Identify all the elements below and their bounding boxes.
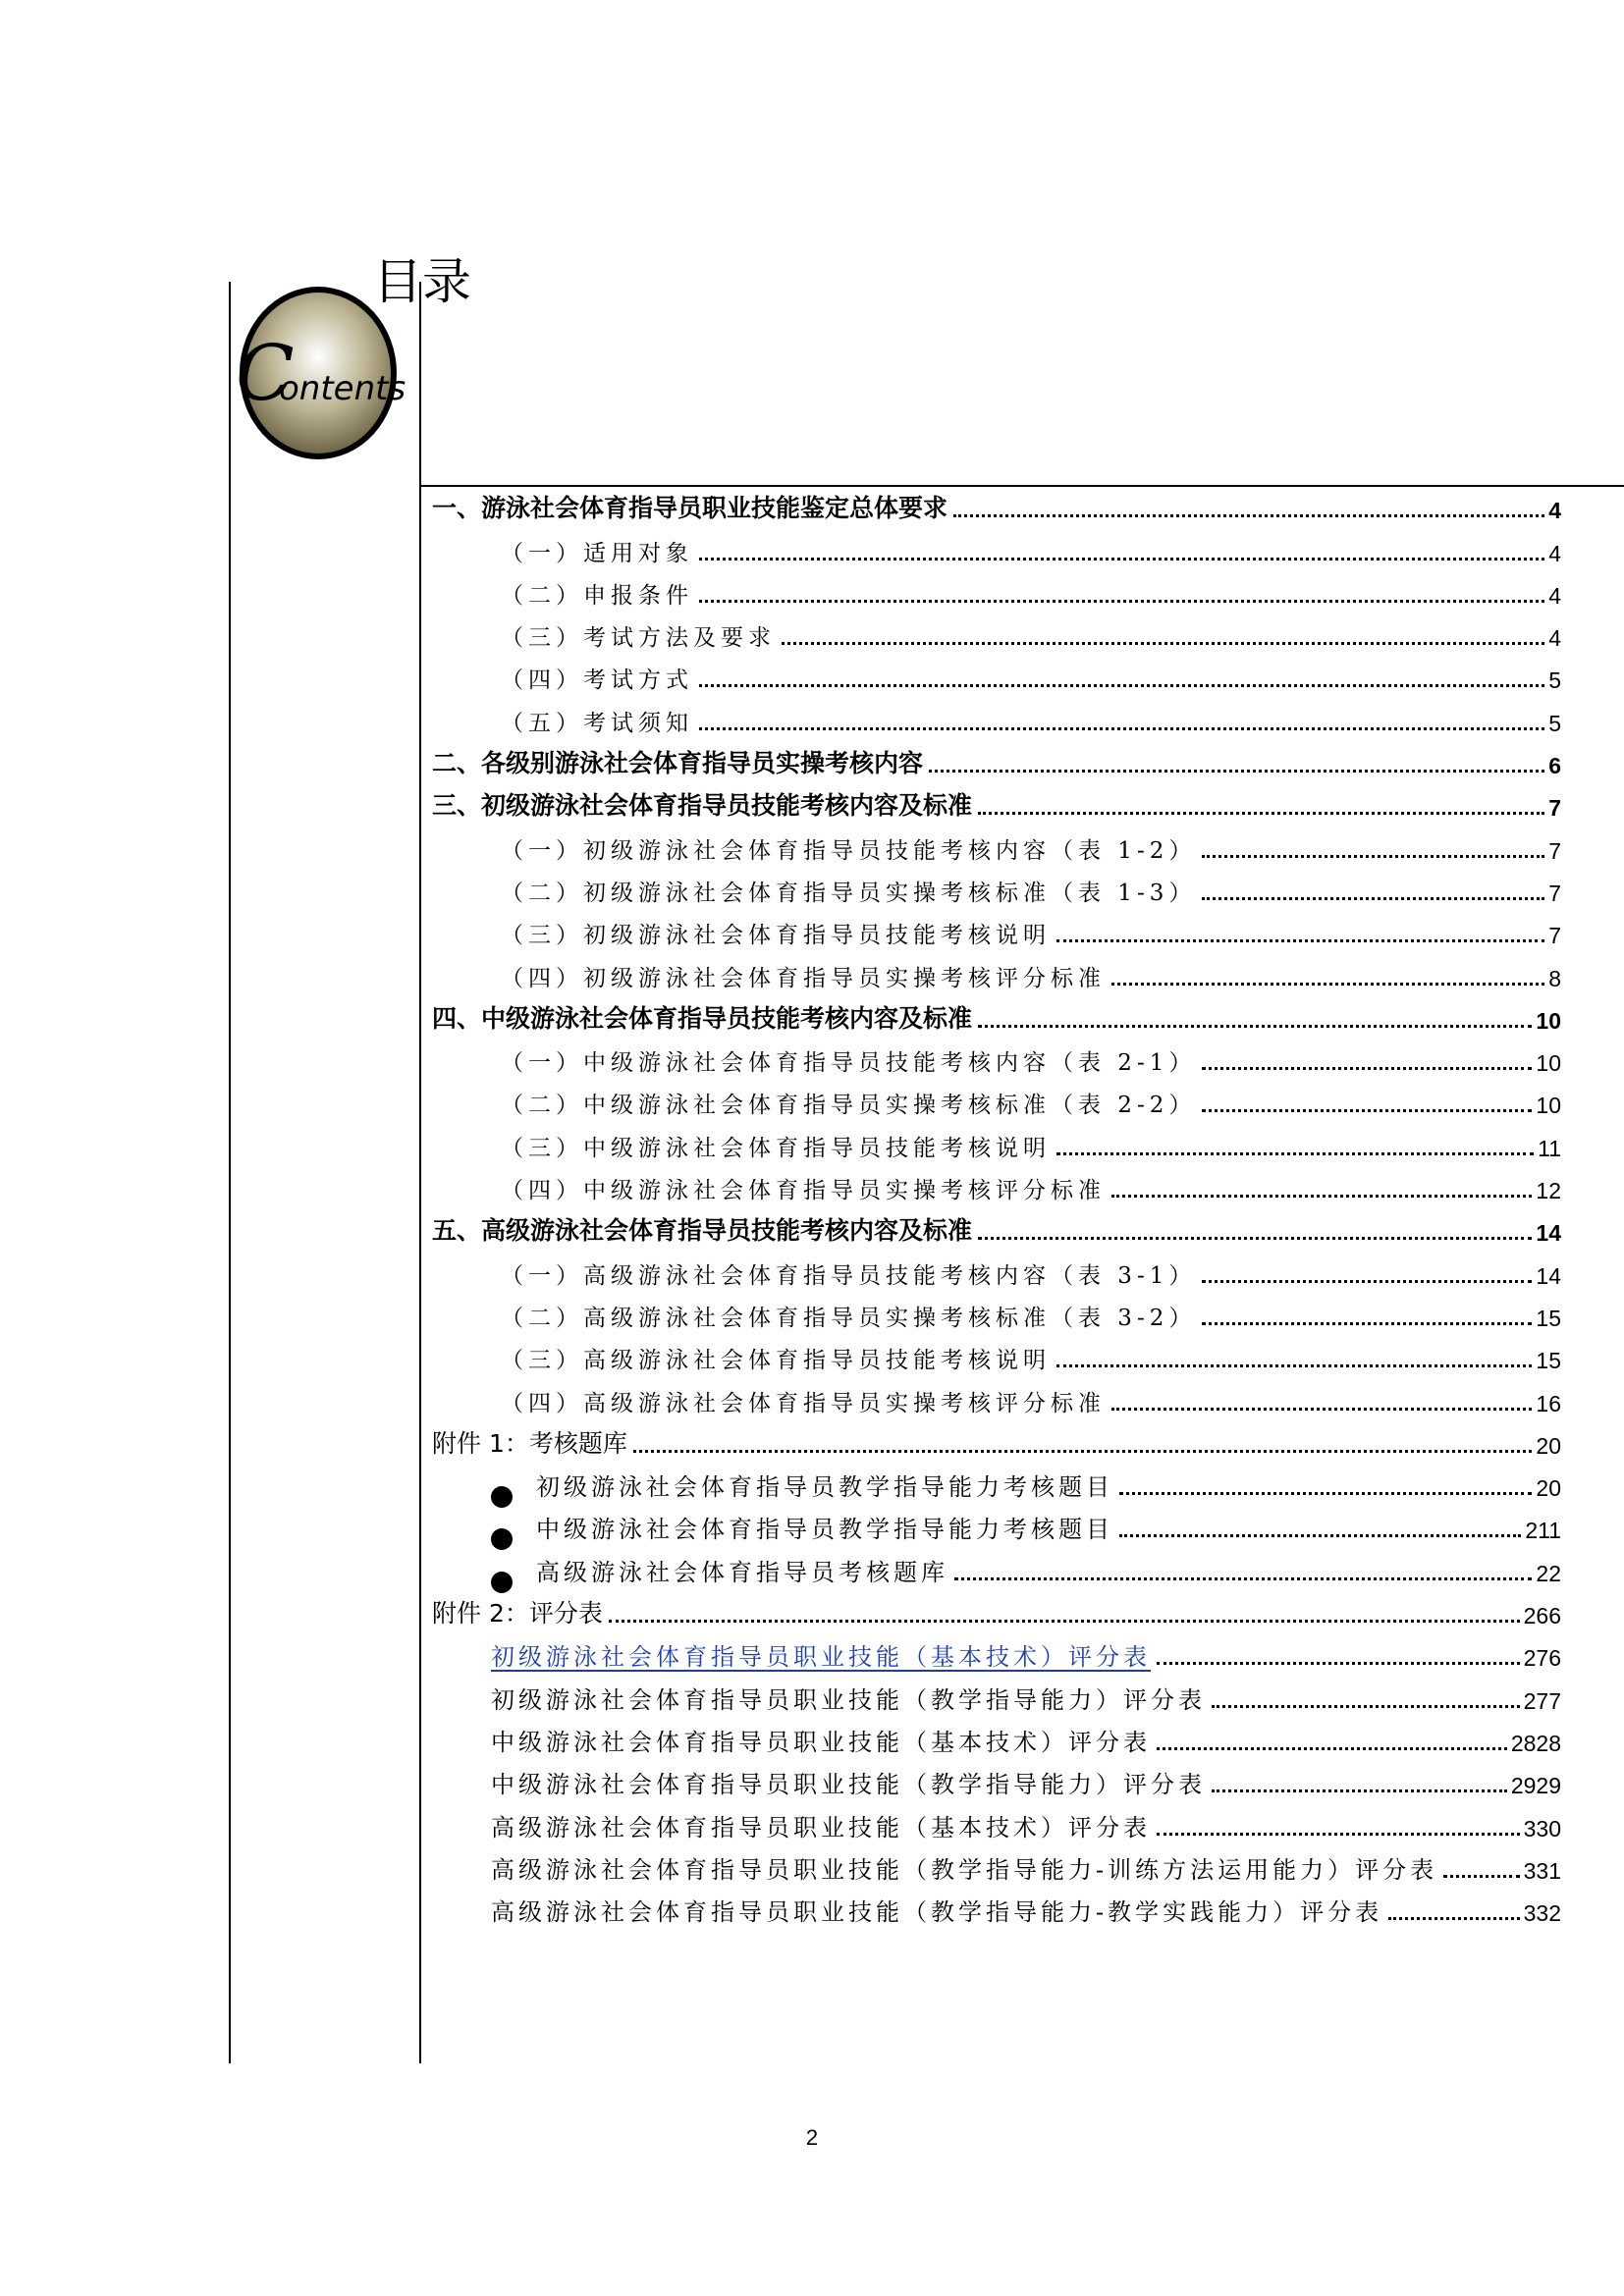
dot-leader — [1119, 1492, 1532, 1495]
toc-entry[interactable] — [432, 1678, 1561, 1720]
title-divider — [419, 485, 1624, 487]
toc-entry-text: 五、高级游泳社会体育指导员技能考核内容及标准 — [432, 1216, 973, 1246]
toc-entry-text: 附件 1：考核题库 — [432, 1428, 627, 1458]
toc-entry-title — [432, 1594, 603, 1635]
dot-leader — [1111, 1408, 1532, 1411]
dot-leader — [1119, 1534, 1521, 1537]
dot-leader — [1202, 1109, 1532, 1112]
toc-entry[interactable] — [432, 1891, 1561, 1933]
toc-entry-page: 4 — [1548, 582, 1561, 609]
toc-entry[interactable] — [432, 913, 1561, 955]
dot-leader — [1202, 1322, 1532, 1325]
toc-entry-title — [501, 662, 693, 700]
dot-leader — [699, 684, 1544, 687]
toc-entry-page: 11 — [1538, 1135, 1561, 1161]
toc-entry-text: （四）考试方式 — [501, 667, 693, 694]
toc-entry-title — [501, 1130, 1051, 1168]
toc-entry-page: 10 — [1536, 1050, 1561, 1077]
toc-entry-title[interactable] — [491, 1637, 1151, 1678]
toc-entry-title — [501, 832, 1196, 871]
toc-entry-text: （一）初级游泳社会体育指导员技能考核内容（表 1-2） — [501, 837, 1197, 864]
toc-entry-title — [491, 1850, 1437, 1891]
toc-entry-page: 2929 — [1510, 1773, 1561, 1799]
left-margin-rule — [229, 282, 231, 2063]
toc-entry-page: 7 — [1548, 880, 1561, 906]
toc-entry[interactable] — [432, 1423, 1561, 1466]
dot-leader — [1202, 1067, 1532, 1070]
dot-leader — [978, 1237, 1532, 1240]
toc-entry-page: 331 — [1523, 1857, 1561, 1884]
dot-leader — [1111, 1195, 1532, 1198]
toc-entry-page: 7 — [1548, 837, 1561, 864]
toc-entry-page: 4 — [1548, 625, 1561, 652]
toc-entry[interactable] — [432, 1550, 1561, 1592]
toc-entry-text: （四）中级游泳社会体育指导员实操考核评分标准 — [501, 1178, 1106, 1204]
toc-entry-text: 高级游泳社会体育指导员职业技能（基本技术）评分表 — [491, 1813, 1151, 1842]
toc-entry-title — [501, 1087, 1196, 1125]
logo-text: ontents — [279, 369, 406, 408]
dot-leader — [1212, 1705, 1520, 1708]
bullet-icon — [491, 1528, 513, 1550]
toc-entry-title — [432, 1211, 972, 1253]
toc-entry[interactable] — [432, 1721, 1561, 1763]
toc-entry[interactable] — [432, 1763, 1561, 1805]
toc-entry-text: 初级游泳社会体育指导员教学指导能力考核题目 — [536, 1473, 1113, 1502]
toc-entry-text: 中级游泳社会体育指导员教学指导能力考核题目 — [536, 1516, 1113, 1544]
toc-entry-title — [536, 1553, 948, 1593]
dot-leader — [1443, 1875, 1520, 1878]
toc-entry-page: 16 — [1536, 1390, 1561, 1416]
toc-entry[interactable] — [432, 785, 1561, 828]
toc-entry-text: （二）申报条件 — [501, 582, 693, 609]
toc-entry-page: 4 — [1548, 540, 1561, 566]
toc-entry[interactable] — [432, 1805, 1561, 1847]
toc-entry-title — [501, 1257, 1196, 1296]
table-of-contents — [432, 488, 1561, 1933]
dot-leader — [1056, 1364, 1532, 1367]
toc-entry-page: 8 — [1548, 965, 1561, 991]
dot-leader — [1212, 1789, 1507, 1792]
dot-leader — [633, 1450, 1533, 1453]
toc-entry-text: （四）高级游泳社会体育指导员实操考核评分标准 — [501, 1390, 1106, 1416]
toc-entry-text: （二）高级游泳社会体育指导员实操考核标准（表 3-2） — [501, 1305, 1197, 1331]
toc-entry[interactable] — [432, 1338, 1561, 1380]
toc-entry-page: 14 — [1536, 1220, 1561, 1247]
dot-leader — [954, 1577, 1532, 1580]
toc-entry-page: 20 — [1536, 1475, 1561, 1502]
toc-entry-text: （三）中级游泳社会体育指导员技能考核说明 — [501, 1135, 1051, 1161]
dot-leader — [953, 514, 1544, 517]
toc-entry-text: （五）考试须知 — [501, 710, 693, 736]
toc-entry[interactable] — [432, 1210, 1561, 1253]
toc-entry-title — [501, 1044, 1196, 1083]
toc-entry-title — [501, 577, 693, 615]
toc-entry-text: 四、中级游泳社会体育指导员技能考核内容及标准 — [432, 1003, 973, 1033]
toc-entry[interactable] — [432, 1848, 1561, 1891]
logo-letter: C — [236, 330, 295, 418]
toc-entry-title — [491, 1681, 1206, 1721]
right-margin-rule — [419, 282, 421, 2063]
dot-leader — [699, 558, 1544, 561]
toc-entry-page: 10 — [1536, 1007, 1561, 1034]
dot-leader — [1056, 1152, 1534, 1155]
toc-entry-text: （三）高级游泳社会体育指导员技能考核说明 — [501, 1348, 1051, 1374]
toc-entry[interactable] — [432, 743, 1561, 785]
dot-leader — [699, 600, 1544, 603]
toc-entry-text: （二）中级游泳社会体育指导员实操考核标准（表 2-2） — [501, 1093, 1197, 1119]
toc-entry-page: 6 — [1548, 753, 1561, 779]
toc-entry-title — [501, 1342, 1051, 1380]
toc-entry[interactable] — [432, 488, 1561, 530]
toc-entry[interactable] — [432, 1168, 1561, 1210]
toc-entry-page: 277 — [1523, 1687, 1561, 1714]
toc-entry-page: 7 — [1548, 923, 1561, 949]
toc-entry-title — [501, 1385, 1106, 1423]
toc-entry-text: 初级游泳社会体育指导员职业技能（基本技术）评分表 — [491, 1643, 1151, 1672]
toc-entry-text: （三）初级游泳社会体育指导员技能考核说明 — [501, 923, 1051, 949]
bullet-icon — [491, 1572, 513, 1593]
toc-entry-page: 10 — [1536, 1093, 1561, 1119]
toc-entry-page: 5 — [1548, 710, 1561, 736]
toc-entry[interactable] — [432, 1125, 1561, 1167]
toc-entry[interactable] — [432, 1466, 1561, 1508]
toc-entry-text: 中级游泳社会体育指导员职业技能（教学指导能力）评分表 — [491, 1771, 1206, 1799]
toc-entry-page: 14 — [1536, 1262, 1561, 1289]
toc-entry[interactable] — [432, 998, 1561, 1041]
toc-entry-text: 附件 2：评分表 — [432, 1599, 603, 1629]
dot-leader — [699, 727, 1544, 730]
toc-entry-page: 211 — [1525, 1518, 1561, 1544]
toc-entry-page: 5 — [1548, 667, 1561, 694]
toc-entry[interactable] — [432, 1083, 1561, 1125]
toc-entry[interactable] — [432, 871, 1561, 913]
toc-entry-page: 4 — [1548, 498, 1561, 524]
dot-leader — [1388, 1917, 1520, 1920]
toc-entry-text: 中级游泳社会体育指导员职业技能（基本技术）评分表 — [491, 1728, 1151, 1756]
toc-entry-text: （二）初级游泳社会体育指导员实操考核标准（表 1-3） — [501, 880, 1197, 906]
page-number: 2 — [805, 2125, 819, 2150]
toc-entry-text: （一）中级游泳社会体育指导员技能考核内容（表 2-1） — [501, 1050, 1197, 1077]
toc-entry[interactable] — [432, 700, 1561, 742]
toc-entry-title — [432, 1424, 627, 1466]
toc-entry[interactable] — [432, 1253, 1561, 1295]
dot-leader — [1111, 983, 1544, 986]
toc-entry-title — [491, 1765, 1206, 1805]
toc-entry-title — [501, 1172, 1106, 1210]
toc-entry-text: 高级游泳社会体育指导员职业技能（教学指导能力-教学实践能力）评分表 — [491, 1898, 1383, 1927]
toc-entry-page: 266 — [1523, 1603, 1561, 1629]
toc-entry[interactable] — [432, 1380, 1561, 1422]
toc-entry-text: （一）高级游泳社会体育指导员技能考核内容（表 3-1） — [501, 1262, 1197, 1289]
toc-entry[interactable] — [432, 1508, 1561, 1550]
toc-entry[interactable] — [432, 658, 1561, 700]
toc-entry[interactable] — [432, 1593, 1561, 1635]
toc-entry[interactable] — [432, 573, 1561, 615]
toc-entry-page: 332 — [1523, 1900, 1561, 1927]
toc-entry-title — [491, 1893, 1382, 1933]
dot-leader — [1157, 1833, 1520, 1836]
toc-entry-page: 15 — [1536, 1305, 1561, 1331]
toc-entry-text: 二、各级别游泳社会体育指导员实操考核内容 — [432, 749, 924, 778]
toc-entry-text: （三）考试方法及要求 — [501, 625, 776, 652]
toc-entry-title — [491, 1723, 1151, 1763]
toc-entry-title — [501, 1300, 1196, 1338]
dot-leader — [1157, 1747, 1507, 1750]
toc-entry-title — [501, 705, 693, 743]
toc-entry-text: （四）初级游泳社会体育指导员实操考核评分标准 — [501, 965, 1106, 991]
toc-entry-page: 2828 — [1510, 1730, 1561, 1756]
toc-entry-text: 高级游泳社会体育指导员职业技能（教学指导能力-训练方法运用能力）评分表 — [491, 1855, 1438, 1884]
toc-entry[interactable] — [432, 1635, 1561, 1678]
toc-entry-title — [432, 786, 972, 828]
toc-entry-text: 高级游泳社会体育指导员考核题库 — [536, 1558, 948, 1586]
toc-entry-page: 7 — [1548, 795, 1561, 822]
toc-entry[interactable] — [432, 615, 1561, 658]
dot-leader — [978, 812, 1544, 815]
toc-entry[interactable] — [432, 955, 1561, 997]
toc-entry-title — [432, 999, 972, 1041]
toc-entry-page: 12 — [1536, 1178, 1561, 1204]
toc-entry-title — [536, 1468, 1113, 1508]
toc-entry-title — [501, 917, 1051, 955]
toc-entry[interactable] — [432, 1041, 1561, 1083]
toc-entry-page: 22 — [1536, 1560, 1561, 1586]
dot-leader — [1202, 855, 1544, 858]
dot-leader — [1056, 939, 1544, 942]
toc-entry[interactable] — [432, 1296, 1561, 1338]
dot-leader — [1157, 1662, 1520, 1665]
toc-entry-text: 三、初级游泳社会体育指导员技能考核内容及标准 — [432, 791, 973, 821]
dot-leader — [782, 642, 1544, 645]
dot-leader — [978, 1025, 1532, 1028]
page-title: 目录 — [373, 253, 471, 310]
toc-entry[interactable] — [432, 530, 1561, 572]
dot-leader — [609, 1620, 1520, 1623]
toc-entry-page: 15 — [1536, 1348, 1561, 1374]
toc-entry-text: 一、游泳社会体育指导员职业技能鉴定总体要求 — [432, 494, 948, 523]
toc-entry-title — [491, 1808, 1151, 1848]
dot-leader — [1202, 1280, 1532, 1283]
toc-entry-page: 330 — [1523, 1815, 1561, 1842]
dot-leader — [1202, 897, 1544, 900]
toc-entry-text: 初级游泳社会体育指导员职业技能（教学指导能力）评分表 — [491, 1685, 1206, 1714]
toc-entry-text: （一）适用对象 — [501, 540, 693, 566]
toc-entry-title — [501, 960, 1106, 998]
toc-entry-page: 20 — [1536, 1432, 1561, 1459]
toc-entry-title — [501, 875, 1196, 913]
dot-leader — [929, 770, 1544, 773]
toc-entry-page: 276 — [1523, 1645, 1561, 1672]
toc-entry[interactable] — [432, 828, 1561, 870]
toc-entry-title — [501, 619, 776, 658]
toc-entry-title — [432, 744, 923, 785]
toc-entry-title — [536, 1510, 1113, 1550]
bullet-icon — [491, 1486, 513, 1508]
toc-entry-title — [501, 535, 693, 573]
toc-entry-title — [432, 489, 947, 530]
